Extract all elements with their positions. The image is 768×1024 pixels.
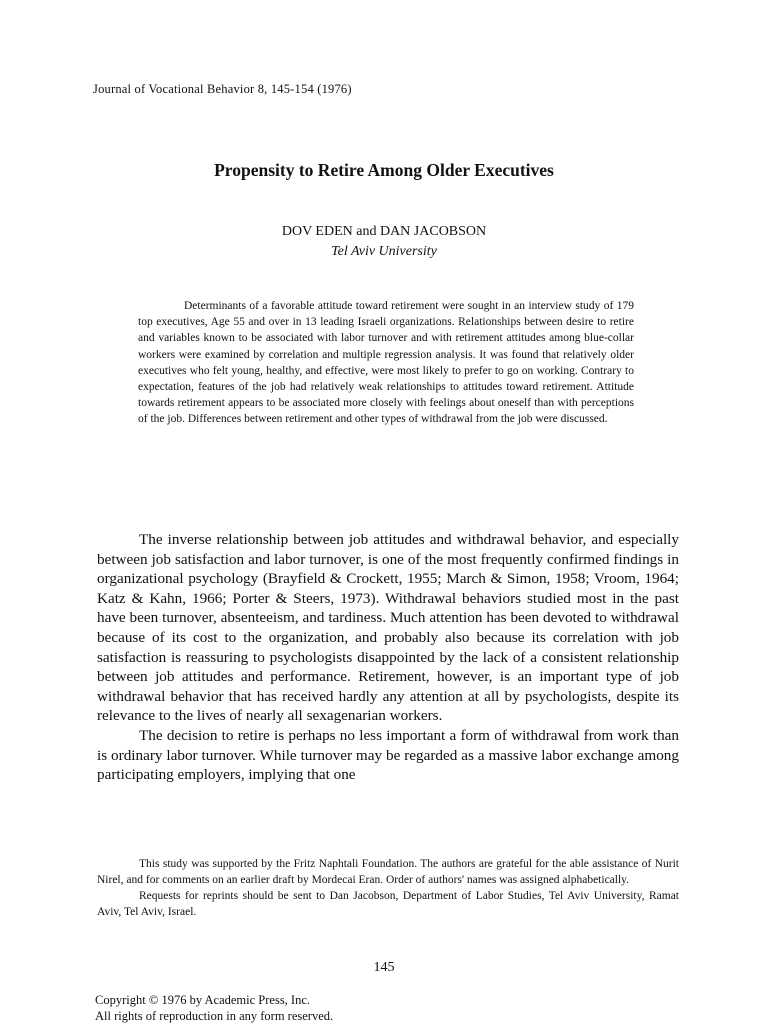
copyright-line-2: All rights of reproduction in any form reserved. <box>95 1009 334 1023</box>
body-text <box>97 530 679 785</box>
body-paragraph-2: The decision to retire is perhaps no less important a form of withdrawal from work than is ordinary labor turnover. While turnover may be regarded as a massive labor exchange among participating employers, implying that one <box>97 726 679 784</box>
footnotes <box>97 856 679 920</box>
abstract: Determinants of a favorable attitude toward retirement were sought in an interview study of 179 top executives, Age 55 and over in 13 leading Israeli organizations. Relationships between desire to retire and variables known to be associated with labor turnover and with retirement attitudes among blue-collar workers were examined by correlation and multiple regression analysis. It was found that relatively older executives who felt young, healthy, and effective, were most likely to prefer to go on working. Contrary to expectation, features of the job had relatively weak relationships to attitudes toward retirement. Attitude towards retirement appears to be associated more closely with feelings about oneself than with perceptions of the job. Differences between retirement and other types of withdrawal from the job were discussed. <box>138 300 634 426</box>
body-paragraph-1: The inverse relationship between job attitudes and withdrawal behavior, and especially between job satisfaction and labor turnover, is one of the most frequently confirmed findings in organizational psychology (Brayfield & Crockett, 1955; March & Simon, 1958; Vroom, 1964; Katz & Kahn, 1966; Porter & Steers, 1973). Withdrawal behaviors studied most in the past have been turnover, absenteeism, and tardiness. Much attention has been devoted to withdrawal because of its cost to the organization, and probably also because its correlation with job satisfaction is reassuring to psychologists disappointed by the lack of a consistent relationship between job attitudes and performance. Retirement, however, is an important type of job withdrawal behavior that has received hardly any attention at all by psychologists, despite its relevance to the lives of nearly all sexagenarian workers. <box>97 531 679 725</box>
copyright-notice <box>95 992 333 1024</box>
article-title: Propensity to Retire Among Older Executives <box>214 160 554 180</box>
author-affiliation: Tel Aviv University <box>331 244 437 259</box>
footnote-acknowledgment: This study was supported by the Fritz Naphtali Foundation. The authors are grateful for the able assistance of Nurit Nirel, and for comments on an earlier draft by Mordecai Eran. Order of authors' names was assigned alphabetically. <box>97 858 679 886</box>
footnote-reprints: Requests for reprints should be sent to Dan Jacobson, Department of Labor Studies, Tel Aviv University, Ramat Aviv, Tel Aviv, Israel. <box>97 890 679 918</box>
page-number: 145 <box>373 960 395 975</box>
journal-citation: Journal of Vocational Behavior 8, 145-154 (1976) <box>93 82 352 96</box>
author-block <box>0 222 768 262</box>
author-names: DOV EDEN and DAN JACOBSON <box>281 224 487 239</box>
copyright-line-1: Copyright © 1976 by Academic Press, Inc. <box>95 993 311 1007</box>
